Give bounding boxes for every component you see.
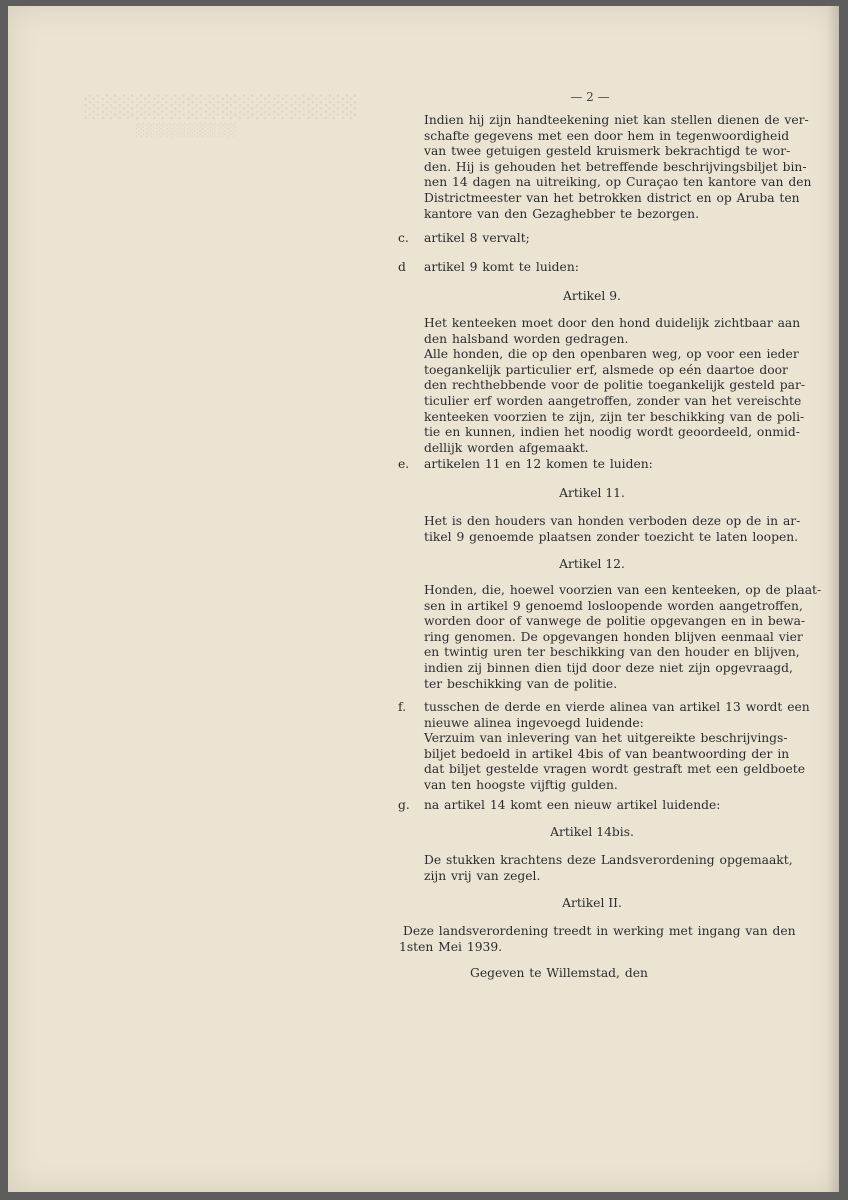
item-d-text: artikel 9 komt te luiden:: [424, 260, 579, 274]
item-f-label: f.: [398, 700, 407, 714]
closing-line: Gegeven te Willemstad, den: [470, 966, 648, 980]
article-14bis-heading: Artikel 14bis.: [550, 825, 634, 839]
item-e-text: artikelen 11 en 12 komen te luiden:: [424, 457, 653, 471]
text-line: den. Hij is gehouden het betreffende beschrijvingsbiljet bin-: [424, 159, 807, 174]
page-number: — 2 —: [570, 90, 610, 104]
item-g-label: g.: [398, 798, 410, 812]
text-line: toegankelijk particulier erf, alsmede op eén daartoe door: [424, 362, 788, 377]
text-line: De stukken krachtens deze Landsverordening opgemaakt,: [424, 853, 793, 867]
text-line: den halsband worden gedragen.: [424, 331, 629, 346]
article-9-body: [424, 316, 805, 456]
text-line: dellijk worden afgemaakt.: [424, 440, 589, 455]
article-11-heading: Artikel 11.: [559, 486, 625, 500]
text-line: sen in artikel 9 genoemd losloopende worden aangetroffen,: [424, 598, 803, 613]
text-line: tikel 9 genoemde plaatsen zonder toezicht te laten loopen.: [424, 529, 799, 544]
text-line: ring genomen. De opgevangen honden blijven eenmaal vier: [424, 629, 803, 644]
bleed-through-text: ░░░░░░░░░░░░░░░░ ░░░░░░░░░░: [81, 94, 356, 137]
article-11-body: [424, 514, 800, 545]
article-II-heading: Artikel II.: [562, 896, 622, 910]
text-line: biljet bedoeld in artikel 4bis of van beantwoording der in: [424, 746, 790, 761]
text-line: indien zij binnen dien tijd door deze niet zijn opgevraagd,: [424, 660, 793, 675]
text-line: nen 14 dagen na uitreiking, op Curaçao ten kantore van den: [424, 175, 812, 190]
text-line: schafte gegevens met een door hem in tegenwoordigheid: [424, 128, 790, 143]
text-line: Het is den houders van honden verboden deze op de in ar-: [424, 514, 801, 528]
text-line: Honden, die, hoewel voorzien van een kenteeken, op de plaat-: [424, 583, 822, 597]
text-line: 1sten Mei 1939.: [399, 939, 503, 954]
article-9-heading: Artikel 9.: [563, 289, 621, 303]
article-II-body: [399, 924, 796, 955]
text-line: Alle honden, die op den openbaren weg, op voor een ieder: [424, 347, 799, 362]
item-e-label: e.: [398, 457, 410, 471]
text-line: Het kenteeken moet door den hond duidelijk zichtbaar aan: [424, 316, 801, 330]
intro-paragraph: [424, 113, 811, 222]
item-d-label: d: [398, 260, 406, 274]
text-line: Deze landsverordening treedt in werking met ingang van den: [403, 924, 796, 938]
item-g-text: na artikel 14 komt een nieuw artikel luidende:: [424, 798, 721, 812]
text-line: nieuwe alinea ingevoegd luidende:: [424, 715, 644, 730]
text-line: ticulier erf worden aangetroffen, zonder van het vereischte: [424, 393, 802, 408]
article-12-body: [424, 583, 821, 692]
text-line: kantore van den Gezaghebber te bezorgen.: [424, 206, 699, 221]
text-line: tie en kunnen, indien het noodig wordt geoordeeld, onmid-: [424, 425, 800, 440]
text-line: dat biljet gestelde vragen wordt gestraft met een geldboete: [424, 762, 805, 777]
text-line: kenteeken voorzien te zijn, zijn ter beschikking van de poli-: [424, 409, 805, 424]
item-c-label: c.: [398, 231, 409, 245]
text-line: van ten hoogste vijftig gulden.: [424, 777, 618, 792]
text-line: Verzuim van inlevering van het uitgereikte beschrijvings-: [424, 731, 788, 746]
text-line: worden door of vanwege de politie opgevangen en in bewa-: [424, 614, 806, 629]
article-12-heading: Artikel 12.: [559, 557, 625, 571]
text-line: van twee getuigen gesteld kruismerk bekrachtigd te wor-: [424, 144, 791, 159]
text-line: en twintig uren ter beschikking van den houder en blijven,: [424, 645, 800, 660]
article-14bis-body: [424, 853, 793, 884]
item-f-body: [424, 700, 810, 794]
text-line: den rechthebbende voor de politie toegankelijk gesteld par-: [424, 378, 806, 393]
text-line: Indien hij zijn handteekening niet kan stellen dienen de ver-: [424, 113, 809, 127]
text-line: ter beschikking van de politie.: [424, 676, 618, 691]
text-line: zijn vrij van zegel.: [424, 868, 541, 883]
text-line: Districtmeester van het betrokken district en op Aruba ten: [424, 190, 800, 205]
item-c-text: artikel 8 vervalt;: [424, 231, 530, 245]
text-line: tusschen de derde en vierde alinea van artikel 13 wordt een: [424, 700, 810, 714]
